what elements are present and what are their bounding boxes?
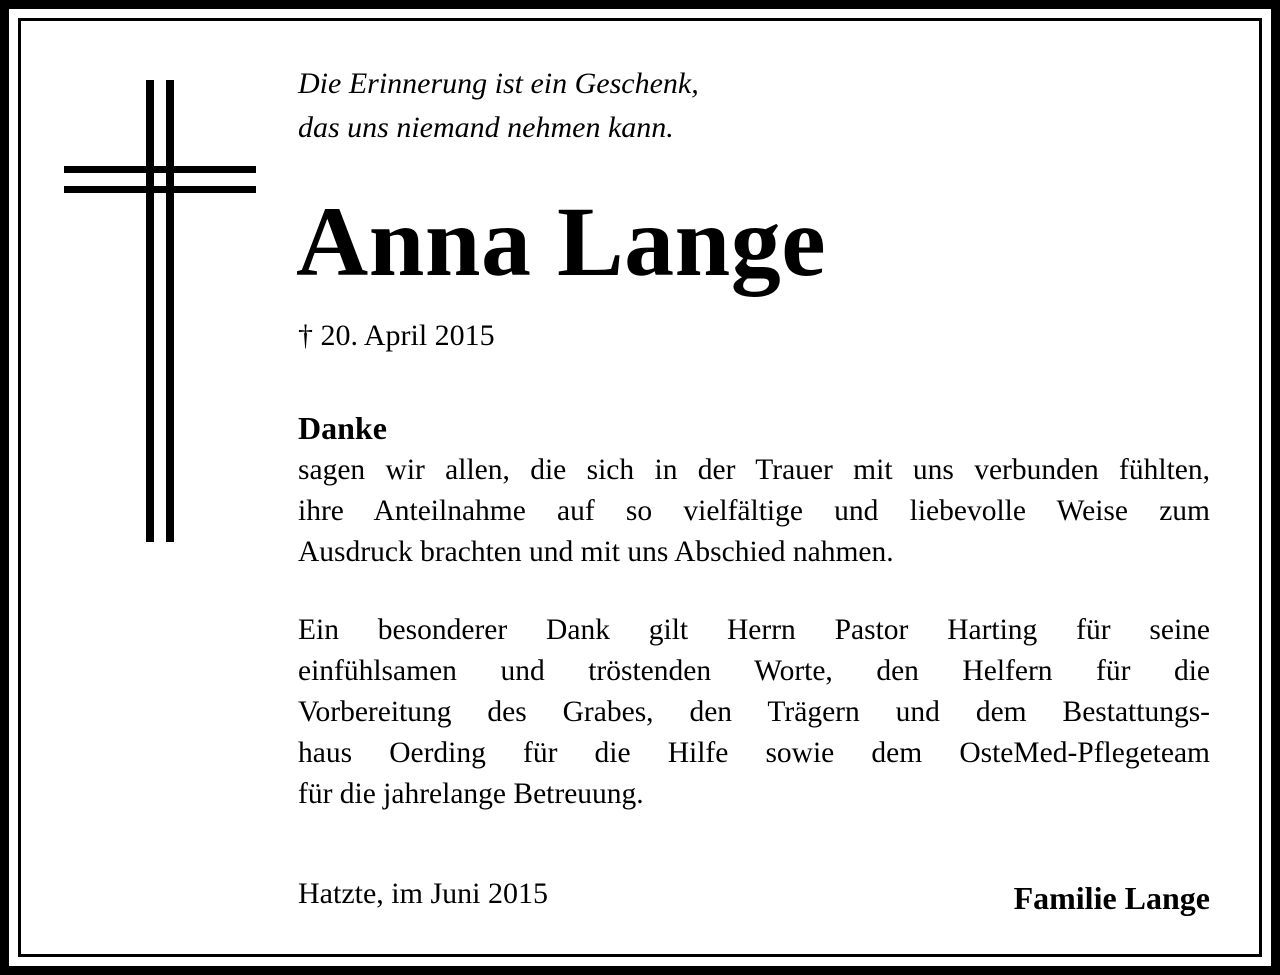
motto-line-2: das uns niemand nehmen kann. [298,111,674,144]
thanks-heading: Danke [298,410,387,446]
paragraph-line: einfühlsamen und tröstenden Worte, den Helfern für die [298,655,1210,687]
cross-icon [64,80,256,542]
family-signature: Familie Lange [1013,880,1210,916]
paragraph-line: ihre Anteilnahme auf so vielfältige und liebevolle Weise zum [298,495,1210,527]
paragraph-line: Ausdruck brachten und mit uns Abschied nahmen. [298,536,894,568]
paragraph-line: haus Oerding für die Hilfe sowie dem OsteMed-Pflegeteam [298,737,1210,769]
paragraph-line: Vorbereitung des Grabes, den Trägern und dem Bestattungs- [298,696,1210,728]
paragraph-line: Ein besonderer Dank gilt Herrn Pastor Harting für seine [298,614,1210,646]
motto [298,62,998,150]
deceased-name: Anna Lange [296,186,827,297]
paragraph-line: sagen wir allen, die sich in der Trauer mit uns verbunden fühlten, [298,454,1210,486]
motto-line-1: Die Erinnerung ist ein Geschenk, [298,67,699,100]
thanks-paragraph-2 [298,610,1210,815]
thanks-paragraph-1 [298,450,1210,573]
death-date: † 20. April 2015 [298,319,495,352]
place-date: Hatzte, im Juni 2015 [298,877,548,910]
paragraph-line: für die jahrelange Betreuung. [298,778,644,810]
